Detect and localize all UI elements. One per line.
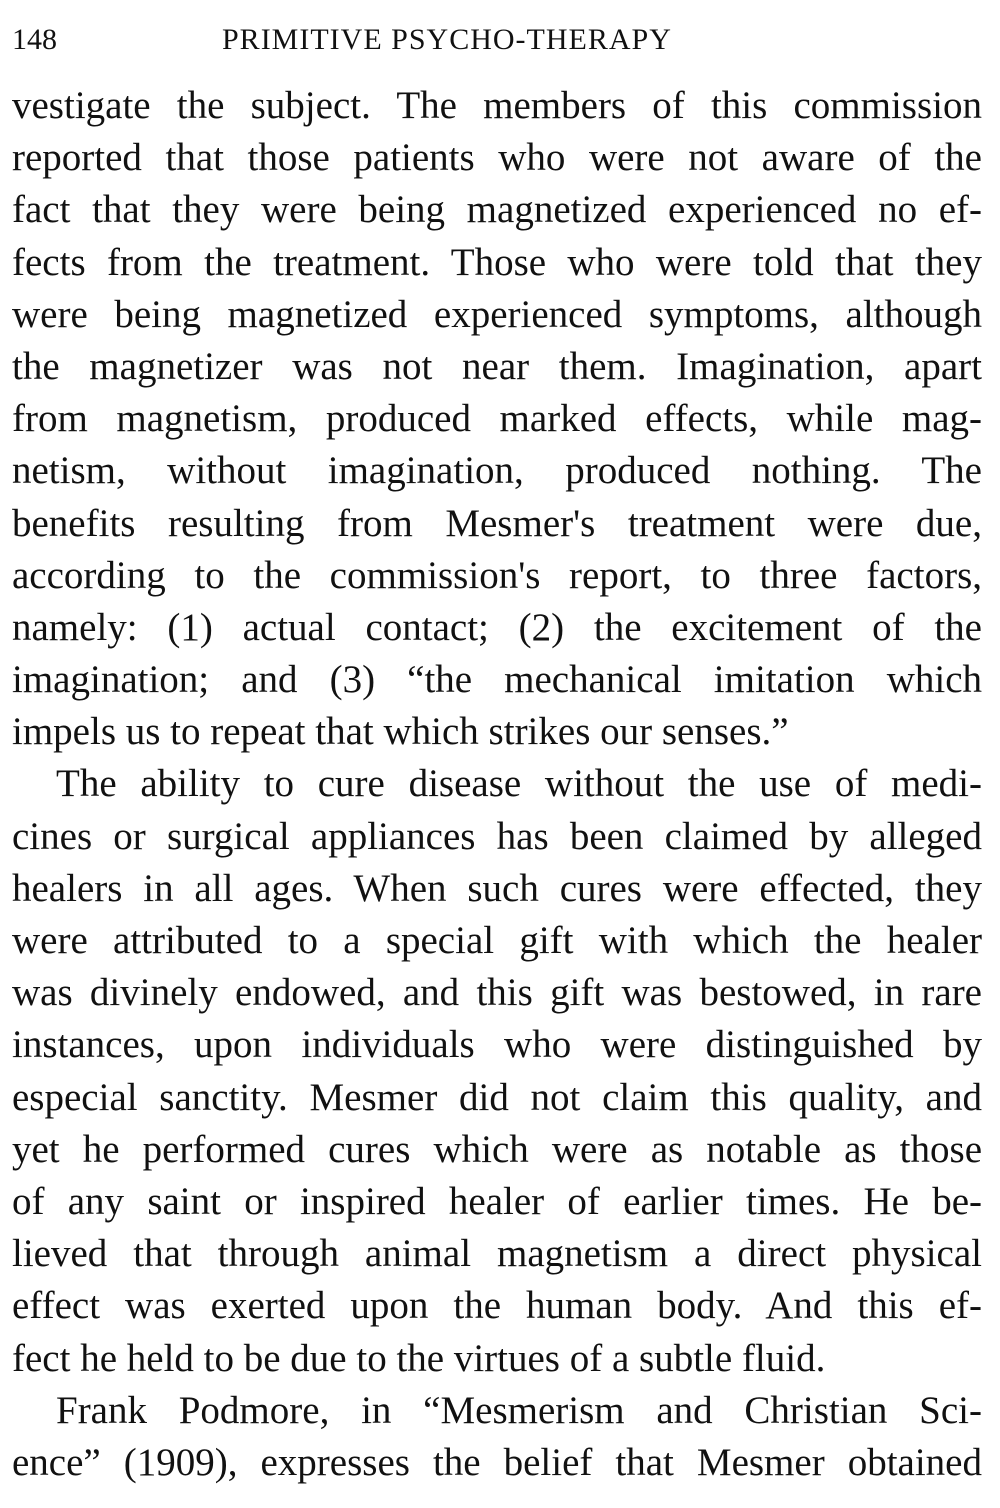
text-line: according to the commission's report, to three factors, xyxy=(12,553,982,597)
text-line: imagination; and (3) “the mechanical imitation which xyxy=(12,658,982,702)
page-number: 148 xyxy=(12,23,57,56)
text-line: netism, without imagination, produced nothing. The xyxy=(12,449,982,493)
text-line: benefits resulting from Mesmer's treatment were due, xyxy=(12,501,982,545)
text-line: fact that they were being magnetized experienced no ef- xyxy=(12,188,982,232)
text-line: fects from the treatment. Those who were told that they xyxy=(12,240,982,284)
text-line: ence” (1909), expresses the belief that Mesmer obtained xyxy=(12,1440,982,1484)
body-text xyxy=(12,80,982,1489)
text-line: reported that those patients who were not aware of the xyxy=(12,136,982,180)
text-line: the magnetizer was not near them. Imagination, apart xyxy=(12,344,982,388)
text-line: lieved that through animal magnetism a direct physical xyxy=(12,1232,982,1276)
text-line: healers in all ages. When such cures were effected, they xyxy=(12,866,982,910)
text-line: were attributed to a special gift with which the healer xyxy=(12,919,982,962)
text-line: yet he performed cures which were as notable as those xyxy=(12,1127,982,1171)
running-title: PRIMITIVE PSYCHO-THERAPY xyxy=(222,23,672,56)
text-line: instances, upon individuals who were distinguished by xyxy=(12,1023,982,1067)
text-line: Frank Podmore, in “Mesmerism and Christian Sci- xyxy=(56,1388,982,1432)
text-line: impels us to repeat that which strikes our senses.” xyxy=(12,710,789,754)
text-line: effect was exerted upon the human body. And this ef- xyxy=(12,1284,982,1328)
text-line: especial sanctity. Mesmer did not claim this quality, and xyxy=(12,1075,982,1119)
text-line: fect he held to be due to the virtues of a subtle fluid. xyxy=(12,1336,826,1380)
text-line: of any saint or inspired healer of earlier times. He be- xyxy=(12,1179,982,1223)
text-line: cines or surgical appliances has been claimed by alleged xyxy=(12,814,982,858)
text-line: The ability to cure disease without the use of medi- xyxy=(56,762,982,806)
text-line: vestigate the subject. The members of this commission xyxy=(12,84,982,127)
text-line: namely: (1) actual contact; (2) the excitement of the xyxy=(12,605,982,649)
text-line: from magnetism, produced marked effects, while mag- xyxy=(12,397,982,441)
text-line: were being magnetized experienced symptoms, although xyxy=(12,292,982,336)
running-head xyxy=(12,18,988,62)
text-line: was divinely endowed, and this gift was bestowed, in rare xyxy=(12,971,982,1015)
